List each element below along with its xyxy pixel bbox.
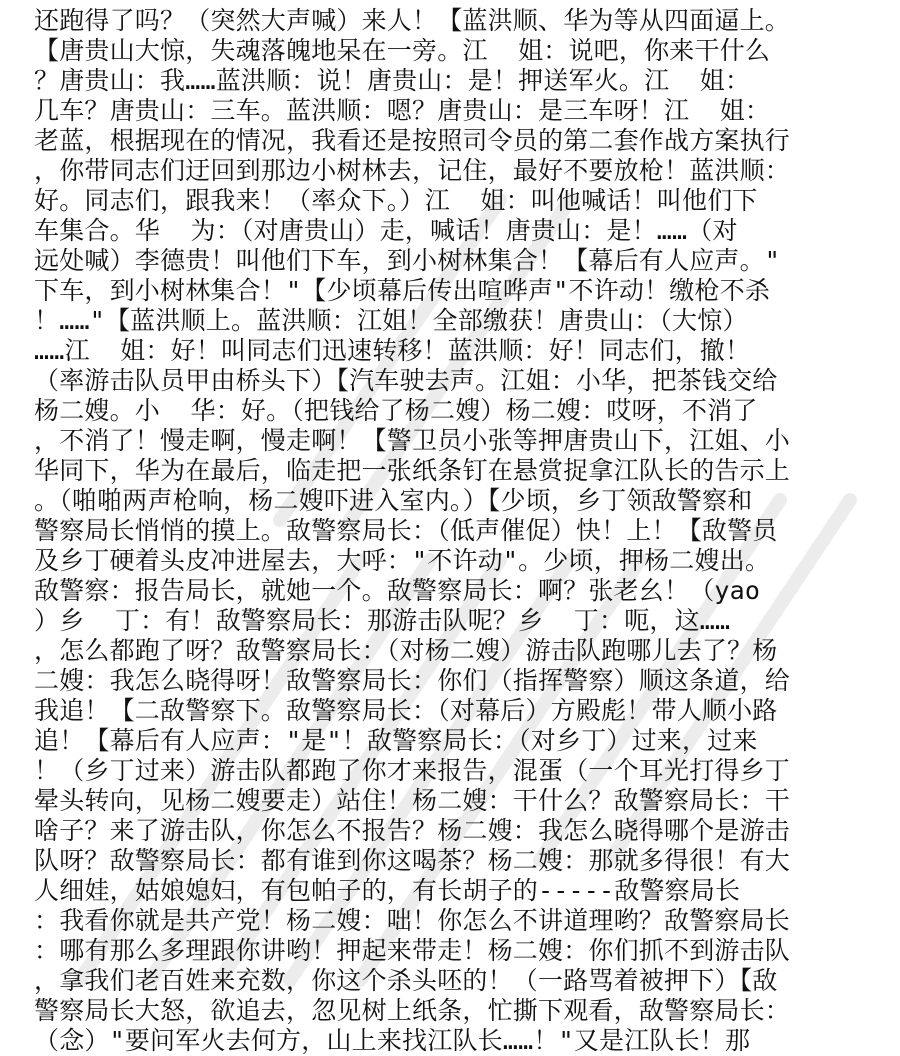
text-line: 杨二嫂。小 华：好。（把钱给了杨二嫂）杨二嫂：哎呀，不消了 [34, 396, 758, 425]
text-line: ，拿我们老百姓来充数，你这个杀头呸的！（一路骂着被押下）【敌 [34, 966, 778, 995]
text-line: ！……"【蓝洪顺上。蓝洪顺：江姐！全部缴获！唐贵山：（大惊） [34, 306, 748, 335]
text-line: ？唐贵山：我……蓝洪顺：说！唐贵山：是！押送军火。江 姐： [34, 66, 751, 95]
text-line: 还跑得了吗？（突然大声喊）来人！【蓝洪顺、华为等从四面逼上。 [34, 6, 791, 35]
text-line: 二嫂：我怎么晓得呀！敌警察局长：你们（指挥警察）顺这条道，给 [34, 666, 791, 695]
text-line: 华同下，华为在最后，临走把一张纸条钉在悬赏捉拿江队长的告示上 [34, 456, 791, 485]
text-line: 晕头转向，见杨二嫂要走）站住！杨二嫂：干什么？敌警察局长：干 [34, 786, 791, 815]
text-line: ，怎么都跑了呀？敌警察局长：（对杨二嫂）游击队跑哪儿去了？杨 [34, 636, 778, 665]
text-line: 好。同志们，跟我来！（率众下。）江 姐：叫他喊话！叫他们下 [34, 186, 758, 215]
text-line: 我追！【二敌警察下。敌警察局长：（对幕后）方殿彪！带人顺小路 [34, 696, 778, 725]
text-line: ……江 姐：好！叫同志们迅速转移！蓝洪顺：好！同志们，撤！ [34, 336, 751, 365]
text-line: 敌警察：报告局长，就她一个。敌警察局长：啊？张老幺！（yao [34, 576, 761, 605]
text-line: 及乡丁硬着头皮冲进屋去，大呼："不许动"。少顷，押杨二嫂出。 [34, 546, 771, 575]
document-text [34, 6, 884, 1056]
text-line: 。（啪啪两声枪响，杨二嫂吓进入室内。）【少顷，乡丁领敌警察和 [34, 486, 753, 515]
text-line: 远处喊）李德贵！叫他们下车，到小树林集合！【幕后有人应声。" [34, 246, 781, 275]
text-line: ！（乡丁过来）游击队都跑了你才来报告，混蛋（一个耳光打得乡丁 [34, 756, 791, 785]
text-line: 人细娃，姑娘媳妇，有包帕子的，有长胡子的-----敌警察局长 [34, 876, 741, 905]
text-line: ，你带同志们迂回到那边小树林去，记住，最好不要放枪！蓝洪顺： [34, 156, 791, 185]
text-line: （率游击队员甲由桥头下）【汽车驶去声。江姐：小华，把茶钱交给 [34, 366, 778, 395]
text-line: ，不消了！慢走啊，慢走啊！【警卫员小张等押唐贵山下，江姐、小 [34, 426, 791, 455]
text-line: （念）"要问军火去何方，山上来找江队长……！"又是江队长！那 [34, 1026, 751, 1055]
text-line: ：我看你就是共产党！杨二嫂：咄！你怎么不讲道理哟？敌警察局长 [34, 906, 791, 935]
text-line: ：哪有那么多理跟你讲哟！押起来带走！杨二嫂：你们抓不到游击队 [34, 936, 791, 965]
text-line: 老蓝，根据现在的情况，我看还是按照司令员的第二套作战方案执行 [34, 126, 791, 155]
text-line: 队呀？敌警察局长：都有谁到你这喝茶？杨二嫂：那就多得很！有大 [34, 846, 791, 875]
text-line: 几车？唐贵山：三车。蓝洪顺：嗯？唐贵山：是三车呀！江 姐： [34, 96, 771, 125]
text-line: 【唐贵山大惊，失魂落魄地呆在一旁。江 姐：说吧，你来干什么 [34, 36, 771, 65]
text-line: 警察局长大怒，欲追去，忽见树上纸条，忙撕下观看，敌警察局长： [34, 996, 791, 1025]
text-line: 追！【幕后有人应声："是"！敌警察局长：（对乡丁）过来，过来 [34, 726, 758, 755]
text-line: 车集合。华 为：（对唐贵山）走，喊话！唐贵山：是！……（对 [34, 216, 738, 245]
text-line: ）乡 丁：有！敌警察局长：那游击队呢？乡 丁：呃，这…… [34, 606, 731, 635]
text-line: 啥子？来了游击队，你怎么不报告？杨二嫂：我怎么晓得哪个是游击 [34, 816, 791, 845]
text-line: 警察局长悄悄的摸上。敌警察局长：（低声催促）快！上！【敌警员 [34, 516, 778, 545]
text-line: 下车，到小树林集合！"【少顷幕后传出喧哗声"不许动！缴枪不杀 [34, 276, 771, 305]
